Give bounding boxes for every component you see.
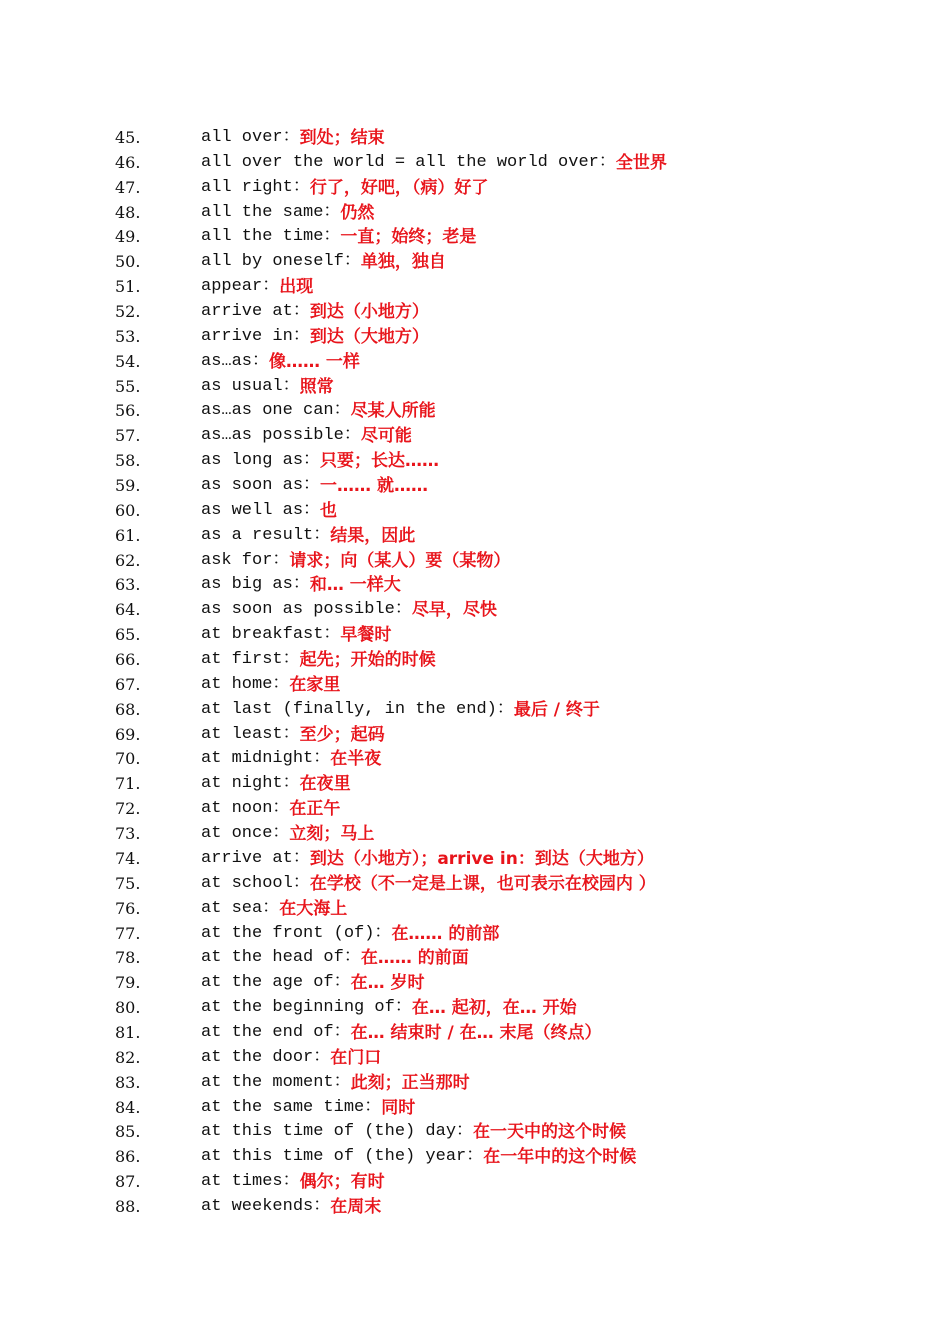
- chinese-meaning: 出现: [279, 277, 314, 298]
- chinese-meaning: 在… 起初，在… 开始: [411, 998, 577, 1019]
- list-item: [115, 176, 915, 201]
- list-item: [115, 474, 915, 499]
- chinese-meaning: 在一天中的这个时候: [473, 1122, 627, 1143]
- english-phrase: ask for：: [201, 550, 290, 570]
- list-item: [115, 772, 915, 797]
- item-number: 67.: [115, 674, 141, 694]
- list-item: [115, 399, 915, 424]
- item-number: 81.: [115, 1022, 141, 1042]
- chinese-meaning: 在…… 的前部: [391, 923, 500, 944]
- chinese-meaning: 在学校（不一定是上课，也可表示在校园内 ）: [309, 873, 656, 894]
- list-item: [115, 151, 915, 176]
- item-number: 66.: [115, 650, 141, 670]
- chinese-meaning: 单独，独自: [360, 252, 446, 273]
- item-number: 61.: [115, 525, 141, 545]
- english-phrase: as a result：: [201, 525, 331, 545]
- item-number: 88.: [115, 1196, 141, 1216]
- english-phrase: at the end of：: [201, 1022, 351, 1042]
- english-phrase: at midnight：: [201, 749, 331, 769]
- chinese-meaning: 尽早，尽快: [411, 600, 497, 621]
- english-phrase: at sea：: [201, 898, 280, 918]
- english-phrase: as soon as possible：: [201, 600, 412, 620]
- english-phrase: at the age of：: [201, 973, 351, 993]
- chinese-meaning: 只要；长达……: [320, 451, 440, 472]
- item-number: 87.: [115, 1172, 141, 1192]
- list-item: [115, 126, 915, 151]
- list-item: [115, 598, 915, 623]
- item-number: 65.: [115, 625, 141, 645]
- item-number: 84.: [115, 1097, 141, 1117]
- chinese-meaning: 尽某人所能: [350, 401, 436, 422]
- chinese-meaning: 请求；向（某人）要（某物）: [289, 550, 511, 571]
- item-number: 75.: [115, 873, 141, 893]
- list-item: [115, 449, 915, 474]
- list-item: [115, 673, 915, 698]
- item-number: 68.: [115, 699, 141, 719]
- item-number: 45.: [115, 128, 141, 147]
- list-item: [115, 1120, 915, 1145]
- english-phrase: as big as：: [201, 575, 310, 595]
- english-phrase: as well as：: [201, 500, 321, 520]
- list-item: [115, 1170, 915, 1195]
- english-phrase: at the door：: [201, 1047, 331, 1067]
- item-number: 80.: [115, 998, 141, 1018]
- english-phrase: at times：: [201, 1172, 300, 1192]
- item-number: 48.: [115, 202, 141, 222]
- list-item: [115, 1096, 915, 1121]
- list-item: [115, 971, 915, 996]
- list-item: [115, 1195, 915, 1220]
- item-number: 82.: [115, 1047, 141, 1067]
- item-number: 63.: [115, 575, 141, 595]
- chinese-meaning: 最后 / 终于: [513, 699, 600, 720]
- list-item: [115, 300, 915, 325]
- item-number: 76.: [115, 898, 141, 918]
- item-number: 51.: [115, 277, 141, 297]
- english-phrase: all over：: [201, 128, 300, 147]
- chinese-meaning: 照常: [299, 376, 334, 397]
- list-item: [115, 922, 915, 947]
- item-number: 47.: [115, 177, 141, 197]
- item-number: 53.: [115, 326, 141, 346]
- item-number: 77.: [115, 923, 141, 943]
- chinese-meaning: 到达（小地方）: [309, 302, 429, 323]
- list-item: [115, 747, 915, 772]
- item-number: 62.: [115, 550, 141, 570]
- chinese-meaning: 到处；结束: [299, 128, 385, 148]
- list-item: [115, 275, 915, 300]
- english-phrase: at the same time：: [201, 1097, 382, 1117]
- list-item: [115, 797, 915, 822]
- list-item: [115, 524, 915, 549]
- english-phrase: at night：: [201, 774, 300, 794]
- english-phrase: at the beginning of：: [201, 998, 412, 1018]
- item-number: 58.: [115, 451, 141, 471]
- list-item: [115, 822, 915, 847]
- item-number: 60.: [115, 500, 141, 520]
- list-item: [115, 375, 915, 400]
- english-phrase: at this time of (the) day：: [201, 1122, 474, 1142]
- english-phrase: all over the world = all the world over：: [201, 152, 616, 172]
- item-number: 56.: [115, 401, 141, 421]
- item-number: 78.: [115, 948, 141, 968]
- list-item: [115, 350, 915, 375]
- chinese-meaning: 同时: [381, 1097, 416, 1118]
- list-item: [115, 573, 915, 598]
- item-number: 69.: [115, 724, 141, 744]
- chinese-meaning: 一直；始终；老是: [340, 227, 477, 248]
- item-number: 64.: [115, 600, 141, 620]
- english-phrase: at breakfast：: [201, 625, 341, 645]
- item-number: 72.: [115, 799, 141, 819]
- list-item: [115, 549, 915, 574]
- list-item: [115, 847, 915, 872]
- list-item: [115, 250, 915, 275]
- list-item: [115, 872, 915, 897]
- item-number: 49.: [115, 227, 141, 247]
- chinese-meaning: 起先；开始的时候: [299, 650, 436, 671]
- chinese-meaning: 到达（小地方）；arrive in：到达（大地方）: [309, 848, 654, 869]
- english-phrase: as soon as：: [201, 476, 321, 496]
- english-phrase: arrive at：: [201, 848, 310, 868]
- item-number: 73.: [115, 824, 141, 844]
- chinese-meaning: 像…… 一样: [269, 351, 360, 372]
- item-number: 79.: [115, 973, 141, 993]
- item-number: 71.: [115, 774, 141, 794]
- chinese-meaning: 在半夜: [330, 749, 382, 770]
- english-phrase: all the same：: [201, 202, 341, 222]
- item-number: 52.: [115, 302, 141, 322]
- list-item: [115, 946, 915, 971]
- list-item: [115, 225, 915, 250]
- english-phrase: at the moment：: [201, 1072, 351, 1092]
- chinese-meaning: 尽可能: [360, 426, 412, 447]
- english-phrase: all by oneself：: [201, 252, 361, 272]
- chinese-meaning: 全世界: [615, 152, 667, 173]
- english-phrase: all the time：: [201, 227, 341, 247]
- english-phrase: arrive in：: [201, 326, 310, 346]
- list-item: [115, 325, 915, 350]
- list-item: [115, 723, 915, 748]
- list-item: [115, 996, 915, 1021]
- english-phrase: at last (finally, in the end)：: [201, 699, 514, 719]
- chinese-meaning: 偶尔；有时: [299, 1172, 385, 1193]
- english-phrase: as long as：: [201, 451, 321, 471]
- chinese-meaning: 至少；起码: [299, 724, 385, 745]
- english-phrase: appear：: [201, 277, 280, 297]
- item-number: 86.: [115, 1147, 141, 1167]
- item-number: 57.: [115, 426, 141, 446]
- chinese-meaning: 在一年中的这个时候: [483, 1147, 637, 1168]
- list-item: [115, 1021, 915, 1046]
- english-phrase: at school：: [201, 873, 310, 893]
- chinese-meaning: 行了，好吧，（病）好了: [309, 177, 489, 198]
- chinese-meaning: 在周末: [330, 1196, 382, 1217]
- list-item: [115, 1046, 915, 1071]
- english-phrase: as…as：: [201, 351, 270, 371]
- list-item: [115, 648, 915, 673]
- english-phrase: arrive at：: [201, 302, 310, 322]
- item-number: 85.: [115, 1122, 141, 1142]
- item-number: 70.: [115, 749, 141, 769]
- english-phrase: all right：: [201, 177, 310, 197]
- english-phrase: at the head of：: [201, 948, 361, 968]
- english-phrase: at this time of (the) year：: [201, 1147, 484, 1167]
- list-item: [115, 897, 915, 922]
- chinese-meaning: 到达（大地方）: [309, 326, 429, 347]
- list-item: [115, 1145, 915, 1170]
- list-item: [115, 424, 915, 449]
- item-number: 46.: [115, 152, 141, 172]
- english-phrase: as usual：: [201, 376, 300, 396]
- chinese-meaning: 在门口: [330, 1047, 382, 1068]
- english-phrase: at first：: [201, 650, 300, 670]
- english-phrase: at least：: [201, 724, 300, 744]
- chinese-meaning: 在…… 的前面: [360, 948, 469, 969]
- list-item: [115, 623, 915, 648]
- item-number: 50.: [115, 252, 141, 272]
- chinese-meaning: 和… 一样大: [309, 575, 401, 596]
- english-phrase: as…as one can：: [201, 401, 351, 421]
- chinese-meaning: 在家里: [289, 674, 341, 695]
- chinese-meaning: 在… 岁时: [350, 973, 425, 994]
- chinese-meaning: 结果，因此: [330, 525, 416, 546]
- english-phrase: at once：: [201, 824, 290, 844]
- chinese-meaning: 仍然: [340, 202, 375, 223]
- chinese-meaning: 在大海上: [279, 898, 348, 919]
- list-item: [115, 201, 915, 226]
- chinese-meaning: 立刻；马上: [289, 824, 375, 845]
- chinese-meaning: 也: [320, 500, 338, 521]
- english-phrase: at the front (of)：: [201, 923, 392, 943]
- english-phrase: at weekends：: [201, 1196, 331, 1216]
- english-phrase: at noon：: [201, 799, 290, 819]
- list-item: [115, 698, 915, 723]
- chinese-meaning: 在… 结束时 / 在… 末尾（终点）: [350, 1022, 602, 1043]
- chinese-meaning: 在夜里: [299, 774, 351, 795]
- item-number: 74.: [115, 848, 141, 868]
- item-number: 83.: [115, 1072, 141, 1092]
- chinese-meaning: 早餐时: [340, 625, 392, 646]
- chinese-meaning: 此刻；正当那时: [350, 1072, 470, 1093]
- item-number: 59.: [115, 476, 141, 496]
- chinese-meaning: 一…… 就……: [320, 476, 428, 497]
- list-item: [115, 499, 915, 524]
- english-phrase: at home：: [201, 674, 290, 694]
- item-number: 55.: [115, 376, 141, 396]
- item-number: 54.: [115, 351, 141, 371]
- list-item: [115, 1071, 915, 1096]
- phrase-list: [115, 126, 915, 1220]
- chinese-meaning: 在正午: [289, 799, 341, 820]
- english-phrase: as…as possible：: [201, 426, 361, 446]
